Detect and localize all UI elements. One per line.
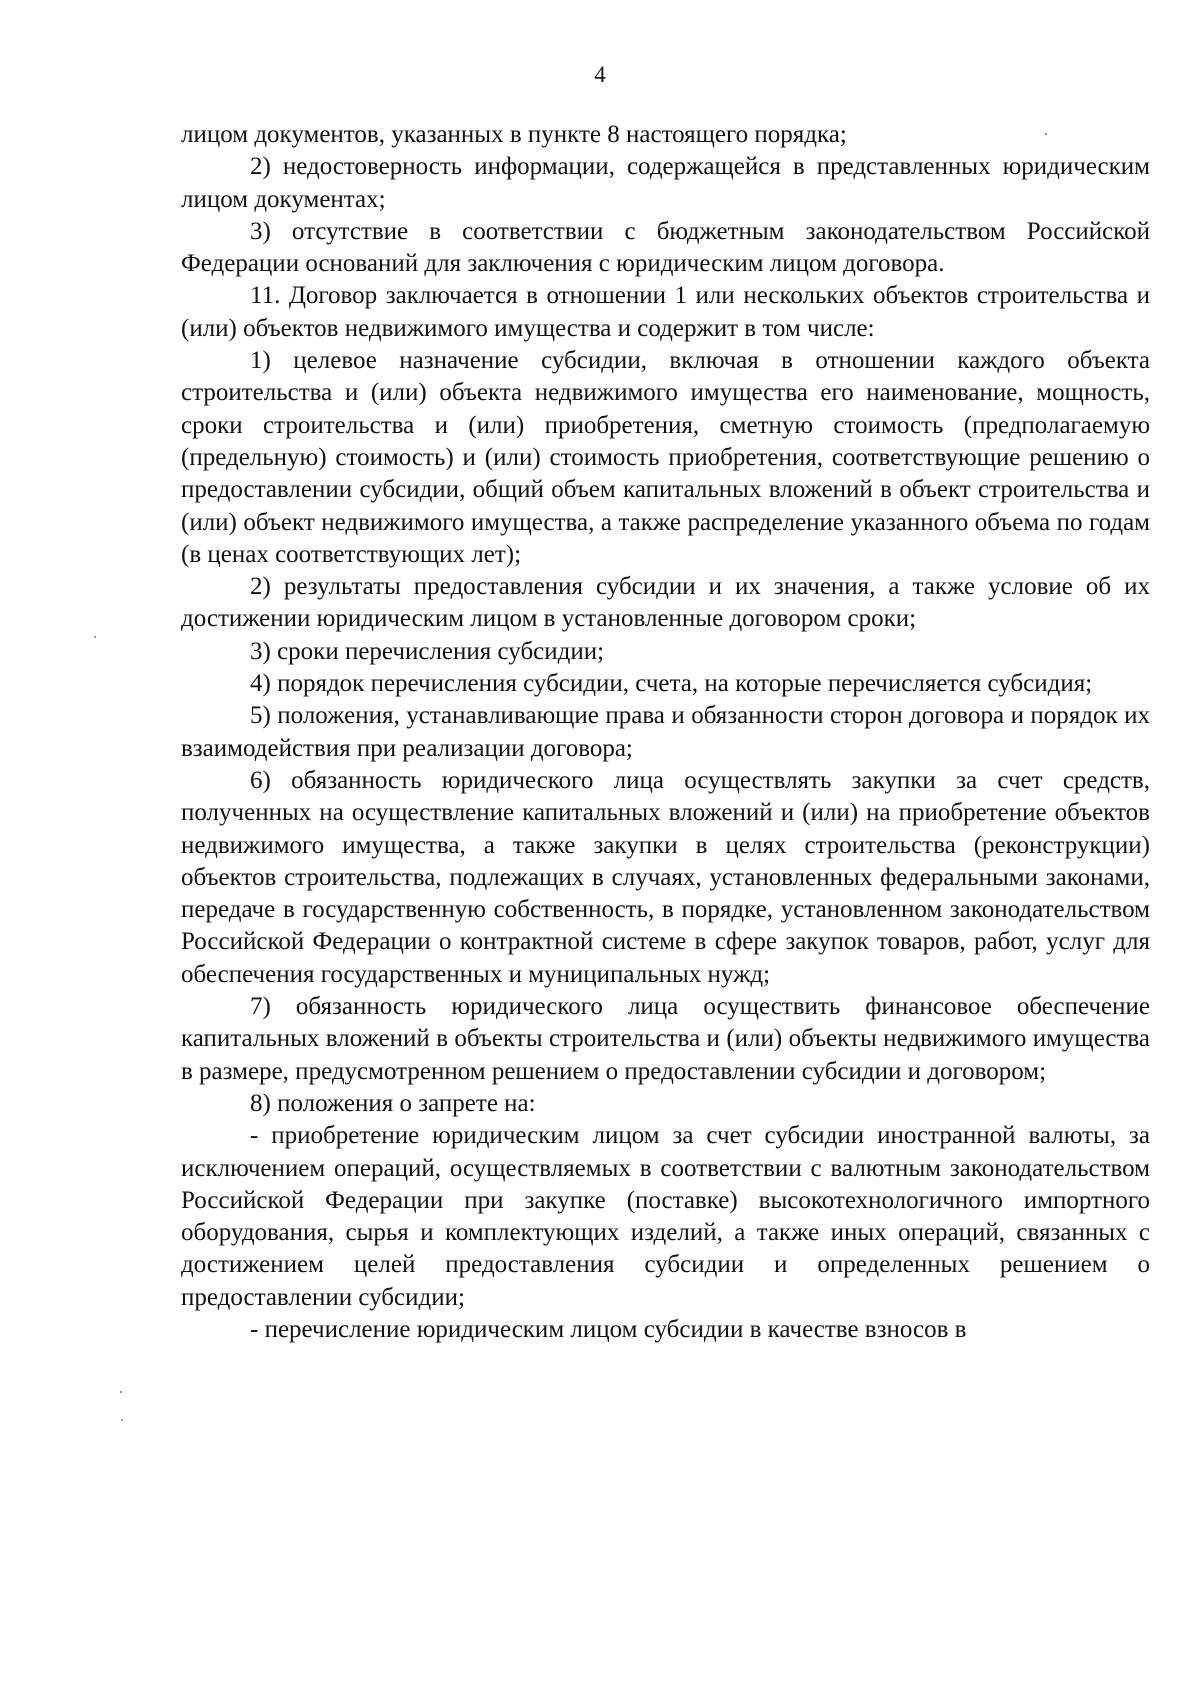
list-item-3: 3) отсутствие в соответствии с бюджетным законодательством Российской Федерации оснований для заключения с юридическим лицом договора.: [181, 217, 1150, 278]
page-number: 4: [594, 62, 606, 87]
scan-speck: [1045, 133, 1047, 135]
scan-speck: [94, 636, 96, 638]
list-item-2-results: 2) результаты предоставления субсидии и их значения, а также условие об их достижении юридическим лицом в установленные договором сроки;: [181, 573, 1150, 633]
scan-speck: [120, 1391, 122, 1393]
list-item-5: 5) положения, устанавливающие права и обязанности сторон договора и порядок их взаимодействия при реализации договора;: [181, 702, 1150, 762]
scan-speck: [121, 1419, 123, 1421]
list-item-2: 2) недостоверность информации, содержащейся в представленных юридическим лицом документах;: [181, 153, 1150, 213]
document-body: [181, 119, 1150, 1346]
list-item-6: 6) обязанность юридического лица осуществлять закупки за счет средств, полученных на осуществление капитальных вложений и (или) на приобретение объектов недвижимого имущества, а также закупки в целях строительства (реконструкции) объектов строительства, подлежащих в случаях, установленных федеральными законами, передаче в государственную собственность, в порядке, установленном законодательством Российской Федерации о контрактной системе в сфере закупок товаров, работ, услуг для обеспечения государственных и муниципальных нужд;: [181, 766, 1150, 988]
list-item-1: 1) целевое назначение субсидии, включая в отношении каждого объекта строительства и (или) объекта недвижимого имущества его наименование, мощность, сроки строительства и (или) приобретения, сметную стоимость (предполагаемую (предельную) стоимость) и (или) стоимость приобретения, соответствующие решению о предоставлении субсидии, общий объем капитальных вложений в объект строительства и (или) объект недвижимого имущества, а также распределение указанного объема по годам (в ценах соответствующих лет);: [181, 347, 1150, 568]
list-item-3-terms: 3) сроки перечисления субсидии;: [250, 637, 605, 665]
list-item-4: 4) порядок перечисления субсидии, счета, на которые перечисляется субсидия;: [250, 670, 1093, 698]
list-item-7: 7) обязанность юридического лица осуществить финансовое обеспечение капитальных вложений в объекты строительства и (или) объекты недвижимого имущества в размере, предусмотренном решением о предоставлении субсидии и договором;: [181, 993, 1150, 1085]
dash-item-currency: - приобретение юридическим лицом за счет субсидии иностранной валюты, за исключением операций, осуществляемых в соответствии с валютным законодательством Российской Федерации при закупке (поставке) высокотехнологичного импортного оборудования, сырья и комплектующих изделий, а также иных операций, связанных с достижением целей предоставления субсидии и определенных решением о предоставлении субсидии;: [181, 1122, 1150, 1311]
section-11-intro: 11. Договор заключается в отношении 1 или нескольких объектов строительства и (или) объектов недвижимого имущества и содержит в том числе:: [181, 282, 1150, 342]
list-item-8: 8) положения о запрете на:: [250, 1089, 536, 1117]
dash-item-contributions: - перечисление юридическим лицом субсидии в качестве взносов в: [250, 1315, 967, 1343]
paragraph-continuation: лицом документов, указанных в пункте 8 настоящего порядка;: [181, 121, 847, 148]
